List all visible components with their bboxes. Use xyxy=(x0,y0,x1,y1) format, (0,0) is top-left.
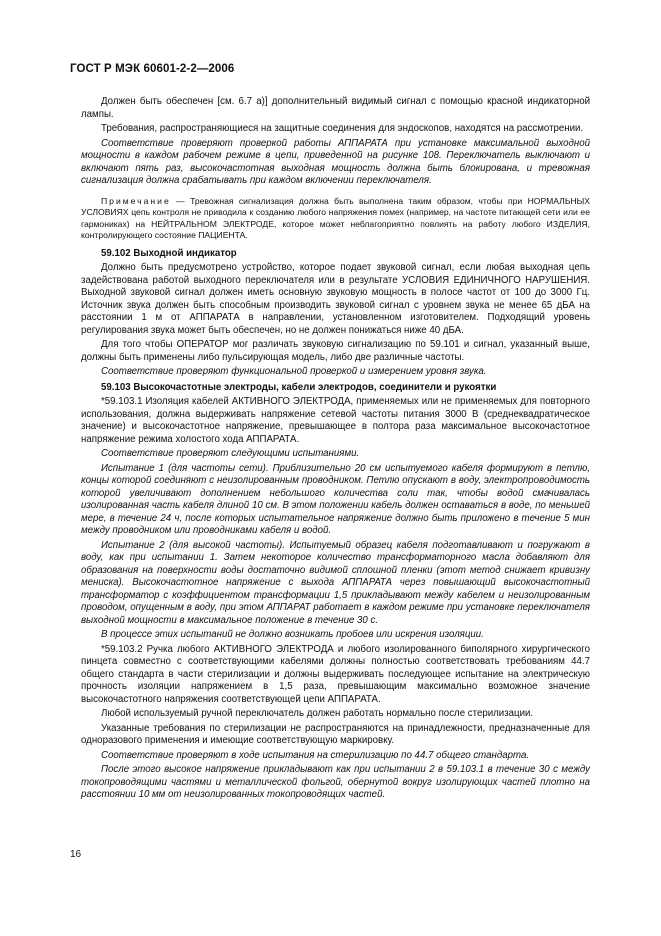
page-content xyxy=(81,96,590,804)
compliance-paragraph: Соответствие проверяют следующими испытаниями. xyxy=(101,448,360,460)
test-1-paragraph: Испытание 1 (для частоты сети). Приблизительно 20 см испытуемого кабеля формируют в петлю, концы которой соединяют с неизолированным проводником. Петлю опускают в воду, электропроводимость которой увеличивают дополнением небольшого количества соли так, чтобы водой смачивалась изолированная часть кабеля длиной 10 см. В этом положении кабель должен оставаться в воде, по меньшей мере, в течение 24 ч, после которых испытательное напряжение должно быть приложено в течение 5 мин между проводником или проводниками кабеля и водой. xyxy=(81,462,590,537)
compliance-paragraph: После этого высокое напряжение прикладывают как при испытании 2 в 59.103.1 в течение 30 с между токопроводящими частями и металлической фольгой, обернутой вокруг изолирующих частей плотно на расстоянии 10 мм от неизолированных токопроводящих частей. xyxy=(81,764,590,801)
paragraph: Должно быть предусмотрено устройство, которое подает звуковой сигнал, если любая выходная цепь задействована работой выходного переключателя или в результате УСЛОВИЯ ЕДИНИЧНОГО НАРУШЕНИЯ. Выходной звуковой сигнал должен иметь основную звуковую мощность в полосе частот от 100 до 3000 Гц. Источник звука должен быть способным производить звуковой сигнал с уровнем звука не менее 65 дБА на расстоянии 1 м от АППАРАТА в направлении, установленном изготовителем. Подходящий уровень регулирования звука может быть обеспечен, но не должен понижаться ниже 40 дБА. xyxy=(81,262,590,336)
note-text: Тревожная сигнализация должна быть выполнена таким образом, чтобы при НОРМАЛЬНЫХ УСЛОВИЯХ цепь контроля не приводила к созданию любого напряжения помех (например, на частоте питающей сети или ее гармониках) на НЕЙТРАЛЬНОМ ЭЛЕКТРОДЕ, которое может неблагоприятно повлиять на работу любого ИЗДЕЛИЯ, контролирующего состояние ПАЦИЕНТА. xyxy=(81,195,590,241)
compliance-paragraph: Соответствие проверяют функциональной проверкой и измерением уровня звука. xyxy=(101,366,487,378)
note-label: Примечание xyxy=(101,195,171,206)
page-number: 16 xyxy=(70,849,82,860)
section-heading-59-103: 59.103 Высокочастотные электроды, кабели электродов, соединители и рукоятки xyxy=(101,381,497,393)
paragraph: Указанные требования по стерилизации не распространяются на принадлежности, предназначенные для одноразового применения и имеющие соответствующую маркировку. xyxy=(81,722,590,747)
compliance-paragraph: Соответствие проверяют в ходе испытания на стерилизацию по 44.7 общего стандарта. xyxy=(101,749,530,761)
paragraph: *59.103.1 Изоляция кабелей АКТИВНОГО ЭЛЕКТРОДА, применяемых или не применяемых для повторного использования, должна выдерживать напряжение сетевой частоты питания 3000 В (среднеквадратическое значение) и высокочастотное напряжение, превышающее в полтора раза максимальное высокочастотное напряжение режима холостого хода АППАРАТА. xyxy=(81,396,590,445)
paragraph: Должен быть обеспечен [см. 6.7 а)] дополнительный видимый сигнал с помощью красной индикаторной лампы. xyxy=(81,96,590,120)
page-header: ГОСТ Р МЭК 60601-2-2—2006 xyxy=(70,63,235,75)
compliance-paragraph: Соответствие проверяют проверкой работы АППАРАТА при установке максимальной выходной мощности в каждом рабочем режиме в цепи, приведенной на рисунке 108. Переключатель выключают и включают пять раз, высокочастотная выходная мощность должна быть блокирована, и тревожная сигнализация должна срабатывать при каждом включении переключателя. xyxy=(81,137,590,186)
note-dash: — xyxy=(176,195,185,206)
paragraph: Требования, распространяющиеся на защитные соединения для эндоскопов, находятся на рассмотрении. xyxy=(101,123,584,134)
paragraph: Любой используемый ручной переключатель должен работать нормально после стерилизации. xyxy=(101,708,534,720)
compliance-paragraph: В процессе этих испытаний не должно возникать пробоев или искрения изоляции. xyxy=(101,629,484,641)
paragraph: Для того чтобы ОПЕРАТОР мог различать звуковую сигнализацию по 59.101 и сигнал, указанный выше, должны быть применены либо пульсирующая модель, либо две различные частоты. xyxy=(81,339,590,363)
section-heading-59-102: 59.102 Выходной индикатор xyxy=(101,247,237,259)
note xyxy=(81,196,590,242)
paragraph: *59.103.2 Ручка любого АКТИВНОГО ЭЛЕКТРОДА и любого изолированного биполярного хирургического пинцета совместно с соответствующими кабелями должны полностью соответствовать требованиям 44.7 общего стандарта в части стерилизации и должны выдерживать последующее испытание на электрическую прочность изоляции напряжением в 1,5 раза, превышающим максимально возможное значение высокочастотного напряжения соответствующей цепи АППАРАТА. xyxy=(81,643,590,705)
test-2-paragraph: Испытание 2 (для высокой частоты). Испытуемый образец кабеля подготавливают и погружают в воду, как при испытании 1. Затем некоторое количество трансформаторного масла добавляют для образования на поверхности воды достаточно видимой сплошной пленки (этот метод снижает кривизну мениска). Высокочастотное напряжение с выхода АППАРАТА через повышающий высокочастотный трансформатор с коэффициентом трансформации 1,5 прикладывают между кабелем и неизолированным проводом, опущенным в воду, при этом АППАРАТ работает в каждом режиме при установке переключателя выходной мощности в максимальное положение в течение 30 с. xyxy=(81,539,590,626)
